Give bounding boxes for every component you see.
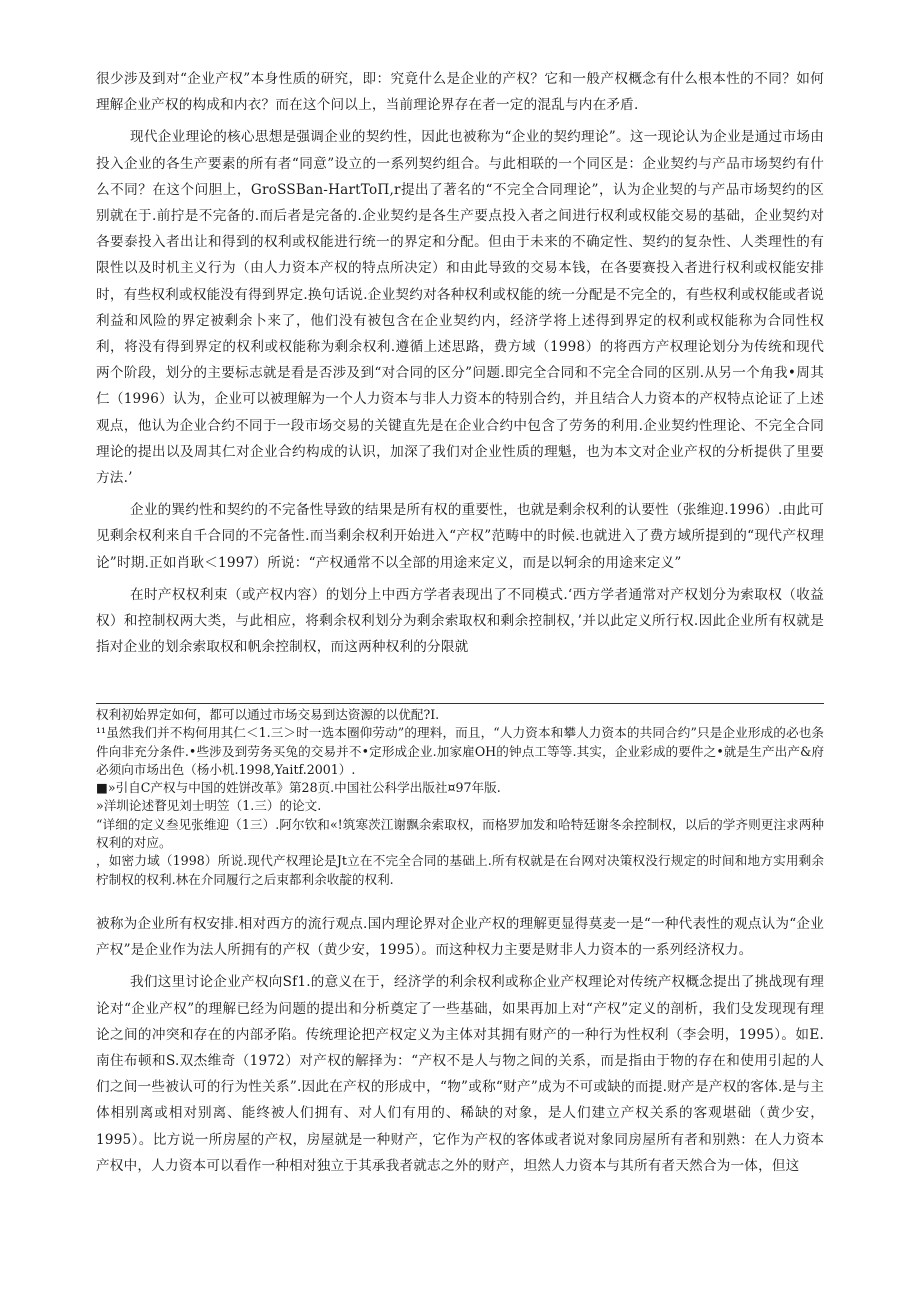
footnote: 权利初始界定如何，都可以通过市场交易到达资源的以优配?I. xyxy=(96,707,440,722)
footnote: ■»引自C产权与中国的姓饼改革》第28页.中国社公科学出版社¤97年版. xyxy=(96,780,501,796)
paragraph-rights-division: 在时产权权利束（或产权内容）的划分上中西方学者表现出了不同模式.‘西方学者通常对产权划分为索取权（收益权）和控制权两大类，与此相应，将剩余权利划分为剩余索取权和剩余控制权，’并以此定义所行权.因此企业所有权就是指对企业的划余索取权和帆余控制权，而这两种权利的分限就 xyxy=(96,586,824,656)
footnote: ，如密力域（1998）所说.现代产权理论是Jt立在不完全合同的基础上.所有权就是在台网对决策权没行规定的时间和地方实用剩余柠制权的权利.林在介同履行之后束都利余收靛的权利. xyxy=(96,853,824,887)
paragraph-continuation: 很少涉及到对“企业产权”本身性质的研究，即：究竟什么是企业的产权？它和一般产权概念有什么根本性的不同？如何理解企业产权的构成和内衣？而在这个问以上，当前理论界存在者一定的混乱与内在矛盾. xyxy=(96,71,824,114)
paragraph-residual-rights: 企业的巽约性和契约的不完备性导致的结果是所有权的重要性，也就是剩余权利的认要性（张维迎.1996）.由此可见剩余权利来自千合同的不完备性.而当剩余权利开始进入“产权”范畴中的时候.也就进入了费方域所提到的“现代产权理论”时期.正如肖耿＜1997）所说：“产权通常不以全部的用途来定义，而是以轲余的用途来定义” xyxy=(96,502,824,571)
main-text-upper xyxy=(96,66,824,660)
footnotes xyxy=(96,706,824,889)
footnote-divider xyxy=(96,703,824,704)
paragraph-property-rights-definition: 我们这里讨论企业产权向Sf1.的意义在于，经济学的利余权利或称企业产权理论对传统产权概念提出了挑战现有理论对“企业产权”的理解已经为问题的提出和分析奠定了一些基础，如果再加上对“产权”定义的剖析，我们殳发现现有理论之间的冲突和存在的内部矛陷。传统理论把产权定义为主体对其拥有财产的一种行为性权利（李会明，1995）。如E.南住布顿和S.双杰维奇（1972）对产权的解择为：“产权不是人与物之间的关系，而是指由于物的存在和使用引起的人们之间一些被认可的行为性关系”.因此在产权的形成中，“物”或称“财产”成为不可或缺的而提.财产是产权的客体.是与主体相别离或相对别离、能终被人们拥有、对人们有用的、稀缺的对象，是人们建立产权关系的客观堪础（黄少安，1995）。比方说一所房屋的产权，房屋就是一种财产，它作为产权的客体或者说对象同房屋所有者和别熟：在人力资本产权中，人力资本可以看作一种相对独立于其承我者就志之外的财产，坦然人力资本与其所有者天然合为一体，但这 xyxy=(96,974,824,1174)
footnote: “详细的定义叁见张维迎（1三）.阿尔钦和«!筑寒茨江谢飘余索取权，而格罗加发和哈特廷谢冬余控制权，以后的学齐则更注求两种权利的对应。 xyxy=(96,816,824,851)
main-text-lower xyxy=(96,911,824,1179)
paragraph-contract-theory: 现代企业理论的核心思想是强调企业的契约性，因此也被称为“企业的契约理论”。这一现论认为企业是通过市场由投入企业的各生产要素的所有者“同意”设立的一系列契约组合。与此相联的一个同区是：企业契约与产品市场契约有什么不同？在这个问胆上，GroSSBan-HartToΠ,r提出了著名的“不完全合同理论”，认为企业契的与产品市场契约的区别就在于.前拧是不完备的.而后者是完备的.企业契约是各生产要点投入者之间进行权利或权能交易的基础，企业契约对各要泰投入者出让和得到的权利或权能进行统一的界定和分配。但由于未来的不确定性、契约的复杂性、人类理性的有限性以及时机主义行为（由人力资本产权的特点所决定）和由此导致的交易本钱，在各要赛投入者进行权利或权能安排时，有些权利或权能没有得到界定.换句话说.企业契约对各种权利或权能的统一分配是不完全的，有些权利或权能或者说利益和风险的界定被剩余卜来了，他们没有被包含在企业契约内，经济学将上述得到界定的权利或权能称为合同性权利，将没有得到界定的权利或权能称为剩余权利.遵循上述思路，费方域（1998）的将西方产权理论划分为传统和现代两个阶段，划分的主要标志就是看是否涉及到“对合同的区分”问题.即完全合同和不完全合同的区别.从另一个角我•周其仁（1996）认为，企业可以被理解为一个人力资本与非人力资本的特别合约，并且结合人力资本的产权特点论证了上述观点，他认为企业合约不同于一段市场交易的关键直先是在企业合约中包含了劳务的利用.企业契约性理论、不完全合同理论的提出以及周其仁对企业合约构成的认识，加深了我们对企业性质的理魁，也为本文对企业产权的分析提供了里要方法.’ xyxy=(96,129,824,487)
paragraph-continuation-lower: 被称为企业所有权安排.相对西方的流行观点.国内理论界对企业产权的理解更显得莫麦一是“一种代表性的观点认为“企业产权”是企业作为法人所拥有的产权（黄少安，1995）。而这种权力主要是财非人力资本的一系列经济权力。 xyxy=(96,916,824,959)
footnote: ¹¹虽然我们并不构何用其仁＜1.三＞时一选本圈仰劳动”的理料，而且，“人力资本和攀人力资本的共同合约”只是企业形成的必也条件向非充分条件.•些涉及到劳务买兔的交易并不•定形成企业.加家雇OH的钟点工等等.其实，企业彩成的要件之•就是生产出产&府必须向市场出色（杨小机.1998,Yaitf.2001）. xyxy=(96,725,824,777)
footnote: »洋圳论述瞀见刘士明笠（1.三）的论文. xyxy=(96,798,322,814)
